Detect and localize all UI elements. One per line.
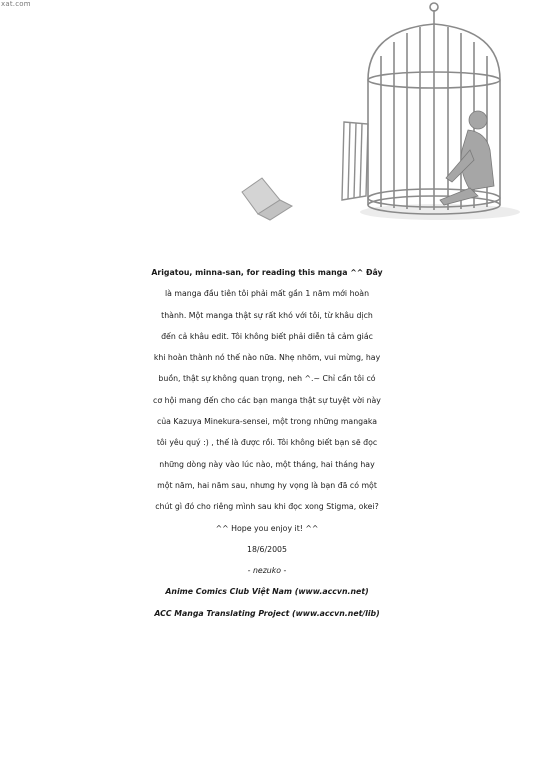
- cage-door: [342, 122, 368, 200]
- note-line: thành. Một manga thật sự rất khó với tôi, từ khâu dịch: [161, 310, 373, 320]
- note-line: những dòng này vào lúc nào, một tháng, hai tháng hay: [159, 459, 375, 469]
- laptop-icon: [242, 178, 292, 220]
- note-line: cơ hội mang đến cho các bạn manga thật sự tuyệt vời này: [153, 395, 381, 405]
- note-line: Arigatou, minna-san, for reading this manga ^^ Đây: [151, 268, 383, 277]
- note-line: khi hoàn thành nó thế nào nữa. Nhẹ nhõm, vui mừng, hay: [153, 353, 381, 363]
- note-line: của Kazuya Minekura-sensei, một trong những mangaka: [156, 417, 378, 427]
- note-signature: - nezuko -: [247, 566, 287, 576]
- note-line: một năm, hai năm sau, nhưng hy vọng là bạn đã có một: [157, 480, 377, 490]
- note-line: chút gì đó cho riêng mình sau khi đọc xong Stigma, okei?: [155, 502, 379, 512]
- birdcage-illustration: [0, 0, 534, 250]
- watermark-text: xat.com: [1, 0, 31, 8]
- credit-project: ACC Manga Translating Project (www.accvn.net/lib): [154, 608, 380, 618]
- note-line: ^^ Hope you enjoy it! ^^: [215, 523, 319, 533]
- note-line: buồn, thật sự không quan trọng, neh ^.~ Chỉ cần tôi có: [158, 374, 376, 384]
- translator-note: [0, 262, 534, 624]
- note-line: đến cả khâu edit. Tôi không biết phải diễn tả cảm giác: [161, 331, 373, 341]
- note-line: là manga đầu tiên tôi phải mất gần 1 năm mới hoàn: [164, 289, 370, 299]
- credit-club: Anime Comics Club Việt Nam (www.accvn.net): [165, 587, 369, 597]
- note-date: 18/6/2005: [247, 544, 287, 554]
- note-line: tôi yêu quý :) , thế là được rồi. Tôi không biết bạn sẽ đọc: [156, 438, 378, 448]
